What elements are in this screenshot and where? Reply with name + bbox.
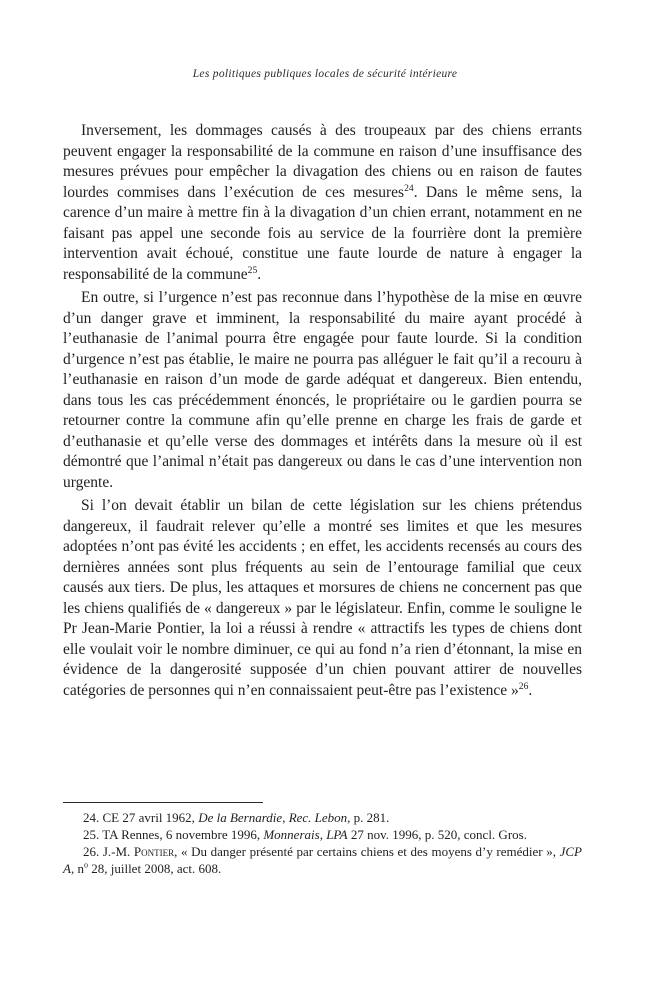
footnotes-section (63, 802, 582, 877)
paragraph-3: Si l’on devait établir un bilan de cette législation sur les chiens prétendus dangereux, il faudrait relever qu’elle a montré ses limites et que les mesures adoptées n’ont pas évité les accidents ; en effet, les accidents recensés au cours des dernières années sont plus fréquents au sein de l’entourage familial que ceux causés aux tiers. De plus, les attaques et morsures de chiens ne concernent pas que les chiens qualifiés de « dangereux » par le législateur. Enfin, comme le souligne le Pr Jean-Marie Pontier, la loi a réussi à rendre « attractifs les types de chiens dont elle voulait voir le nombre diminuer, ce qui au fond n’a rien d’étonnant, la mise en évidence de la dangerosité supposée d’un chien pouvant attirer de nouvelles catégories de personnes qui n’en connaissaient peut-être pas l’existence »$^{26}$. (63, 497, 582, 699)
paragraph-1: Inversement, les dommages causés à des troupeaux par des chiens errants peuvent engager la responsabilité de la commune en raison d’une insuffisance des mesures prévues pour empêcher la divagation des chiens ou en raison de fautes lourdes commises dans l’exécution de ces mesures$^{24}$. Dans le même sens, la carence d’un maire à mettre fin à la divagation d’un chien errant, notamment en ne faisant pas appel une seconde fois au service de la fourrière dont la première intervention avait échoué, constitue une faute lourde de nature à engager la responsabilité de la commune$^{25}$. (63, 122, 582, 283)
footnote-separator-rule (63, 802, 263, 803)
running-header: Les politiques publiques locales de sécurité intérieure (192, 68, 458, 80)
paragraph-2: En outre, si l’urgence n’est pas reconnue dans l’hypothèse de la mise en œuvre d’un danger grave et imminent, la responsabilité du maire ayant procédé à l’euthanasie de l’animal pourra être engagée pour faute lourde. Si la condition d’urgence n’est pas établie, le maire ne pourra pas alléguer le fait qu’il a recouru à l’euthanasie en raison d’un mode de garde adéquat et dangereux. Bien entendu, dans tous les cas précédemment énoncés, le propriétaire ou le gardien pourra se retourner contre la commune afin qu’elle prenne en charge les frais de garde et d’euthanasie et qu’elle verse des dommages et intérêts dans la mesure où il est démontré que l’animal n’était pas dangereux ou dans le cas d’une intervention non urgente. (63, 289, 582, 491)
footnote-25: 25. TA Rennes, 6 novembre 1996, Monnerais, LPA 27 nov. 1996, p. 520, concl. Gros. (83, 827, 527, 842)
footnote-26: 26. J.-M. Pontier, « Du danger présenté par certains chiens et des moyens d’y remédier », JCP A, $n^o$ 28, juillet 2008, act. 608. (63, 844, 582, 876)
footnote-24: 24. CE 27 avril 1962, De la Bernardie, Rec. Lebon, p. 281. (83, 810, 390, 825)
body-text (63, 121, 582, 704)
